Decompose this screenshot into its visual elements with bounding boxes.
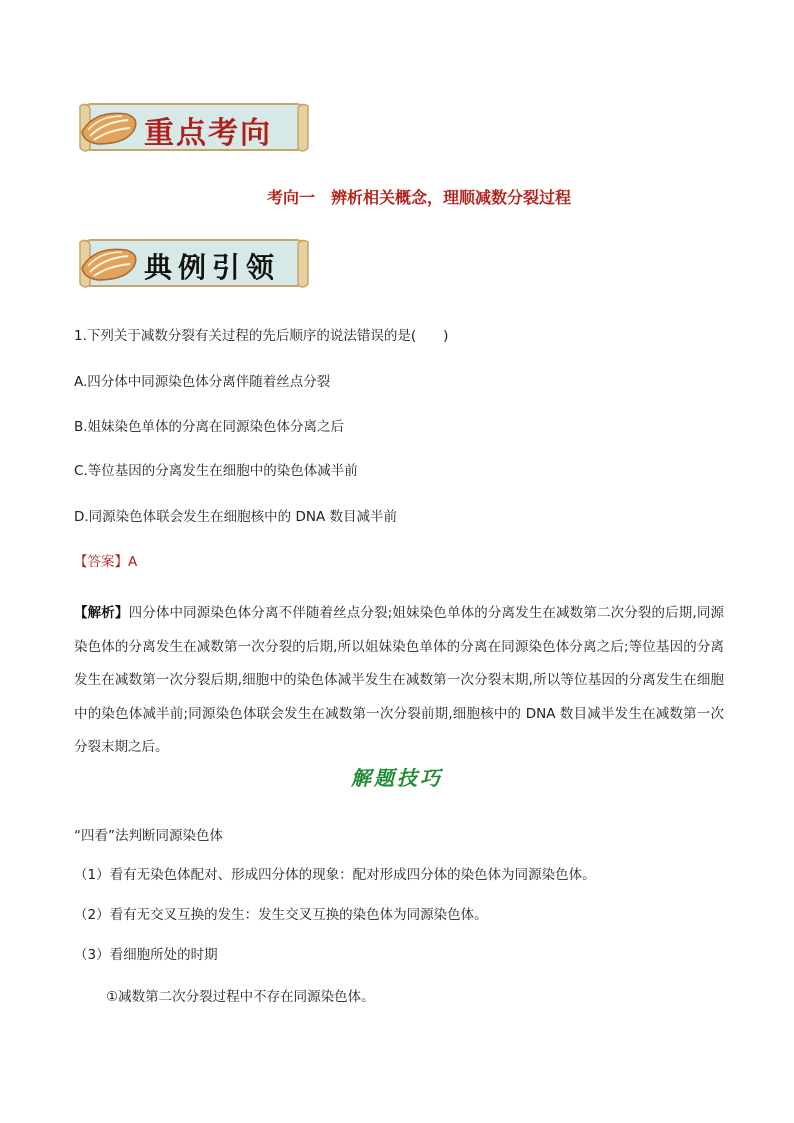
option-c: C.等位基因的分离发生在细胞中的染色体减半前 <box>74 463 358 479</box>
tips-item-1: （1）看有无染色体配对、形成四分体的现象：配对形成四分体的染色体为同源染色体。 <box>74 867 596 883</box>
focus-banner <box>74 96 314 156</box>
analysis-tag: 【解析】 <box>74 605 129 621</box>
section-title: 考向一 辨析相关概念，理顺减数分裂过程 <box>266 188 571 207</box>
option-a: A.四分体中同源染色体分离伴随着丝点分裂 <box>74 374 331 390</box>
option-b: B.姐妹染色单体的分离在同源染色体分离之后 <box>74 419 345 435</box>
analysis-text: 四分体中同源染色体分离不伴随着丝点分裂;姐妹染色单体的分离发生在减数第二次分裂的后期,同源染色体的分离发生在减数第一次分裂的后期,所以姐妹染色单体的分离在同源染色体分离之后;等位基因的分离发生在减数第一次分裂后期,细胞中的染色体减半发生在减数第一次分裂末期,所以等位基因的分离发生在细胞中的染色体减半前;同源染色体联会发生在减数第一次分裂前期,细胞核中的 DNA 数目减半发生在减数第一次分裂末期之后。 <box>74 605 725 755</box>
tips-method: “四看”法判断同源染色体 <box>74 828 223 844</box>
question-stem: 1.下列关于减数分裂有关过程的先后顺序的说法错误的是( ) <box>74 328 449 344</box>
analysis <box>74 597 724 765</box>
tips-title: 解题技巧 <box>351 766 443 790</box>
example-banner <box>74 232 314 292</box>
tips-item-3: （3）看细胞所处的时期 <box>74 947 218 963</box>
option-d: D.同源染色体联会发生在细胞核中的 DNA 数目减半前 <box>74 509 397 525</box>
answer: 【答案】A <box>74 554 138 570</box>
tips-item-2: （2）看有无交叉互换的发生：发生交叉互换的染色体为同源染色体。 <box>74 907 488 923</box>
focus-banner-title: 重点考向 <box>144 116 272 151</box>
example-banner-title: 典例引领 <box>144 251 281 284</box>
tips-subitem-1: ①减数第二次分裂过程中不存在同源染色体。 <box>106 989 375 1005</box>
